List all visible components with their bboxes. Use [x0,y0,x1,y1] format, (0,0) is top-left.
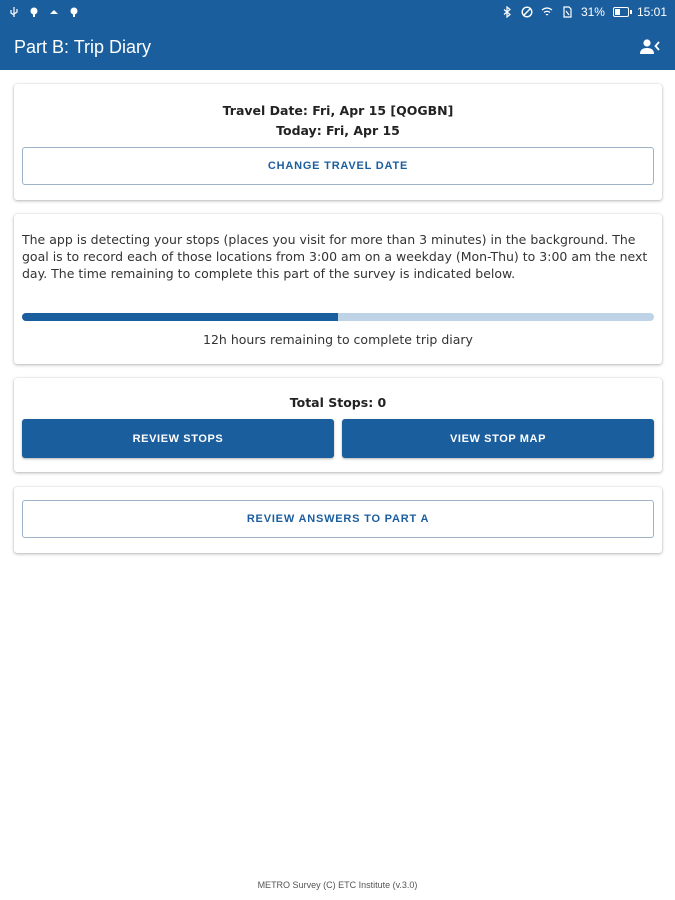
clock: 15:01 [636,5,667,19]
review-stops-button[interactable]: REVIEW STOPS [22,419,334,458]
battery-icon [613,7,629,17]
progress-fill [22,313,338,321]
part-a-card [14,487,662,553]
today-date-text: Today: Fri, Apr 15 [276,123,400,138]
travel-date-card [14,84,662,200]
location-pin-icon [68,6,80,18]
stops-card [14,378,662,472]
cloud-icon [48,6,60,18]
info-card [14,214,662,364]
change-travel-date-button[interactable]: CHANGE TRAVEL DATE [22,147,654,185]
footer-copyright: METRO Survey (C) ETC Institute (v.3.0) [257,880,418,890]
usb-icon [8,6,20,18]
wifi-icon [541,6,553,18]
time-remaining-text: 12h hours remaining to complete trip diary [203,332,473,347]
sim-icon [561,6,573,18]
do-not-disturb-icon [521,6,533,18]
view-stop-map-button[interactable]: VIEW STOP MAP [342,419,654,458]
total-stops-count: Total Stops: 0 [289,395,387,410]
bluetooth-icon [501,6,513,18]
person-settings-icon[interactable] [639,38,661,56]
status-bar-right [501,5,667,19]
app-bar [0,24,675,70]
time-remaining-progress-bar [22,313,654,321]
page-title: Part B: Trip Diary [14,36,152,57]
status-bar-left [8,6,80,18]
location-icon [28,6,40,18]
detection-description: The app is detecting your stops (places you visit for more than 3 minutes) in the background. The goal is to record each of those locations from 3:00 am on a weekday (Mon-Thu) to 3:00 am the next day. The time remaining to complete this part of the survey is indicated below. [22,232,648,281]
review-answers-part-a-button[interactable]: REVIEW ANSWERS TO PART A [22,500,654,538]
status-bar [0,0,675,24]
travel-date-text: Travel Date: Fri, Apr 15 [QOGBN] [222,103,454,118]
battery-level: 31% [580,5,605,19]
